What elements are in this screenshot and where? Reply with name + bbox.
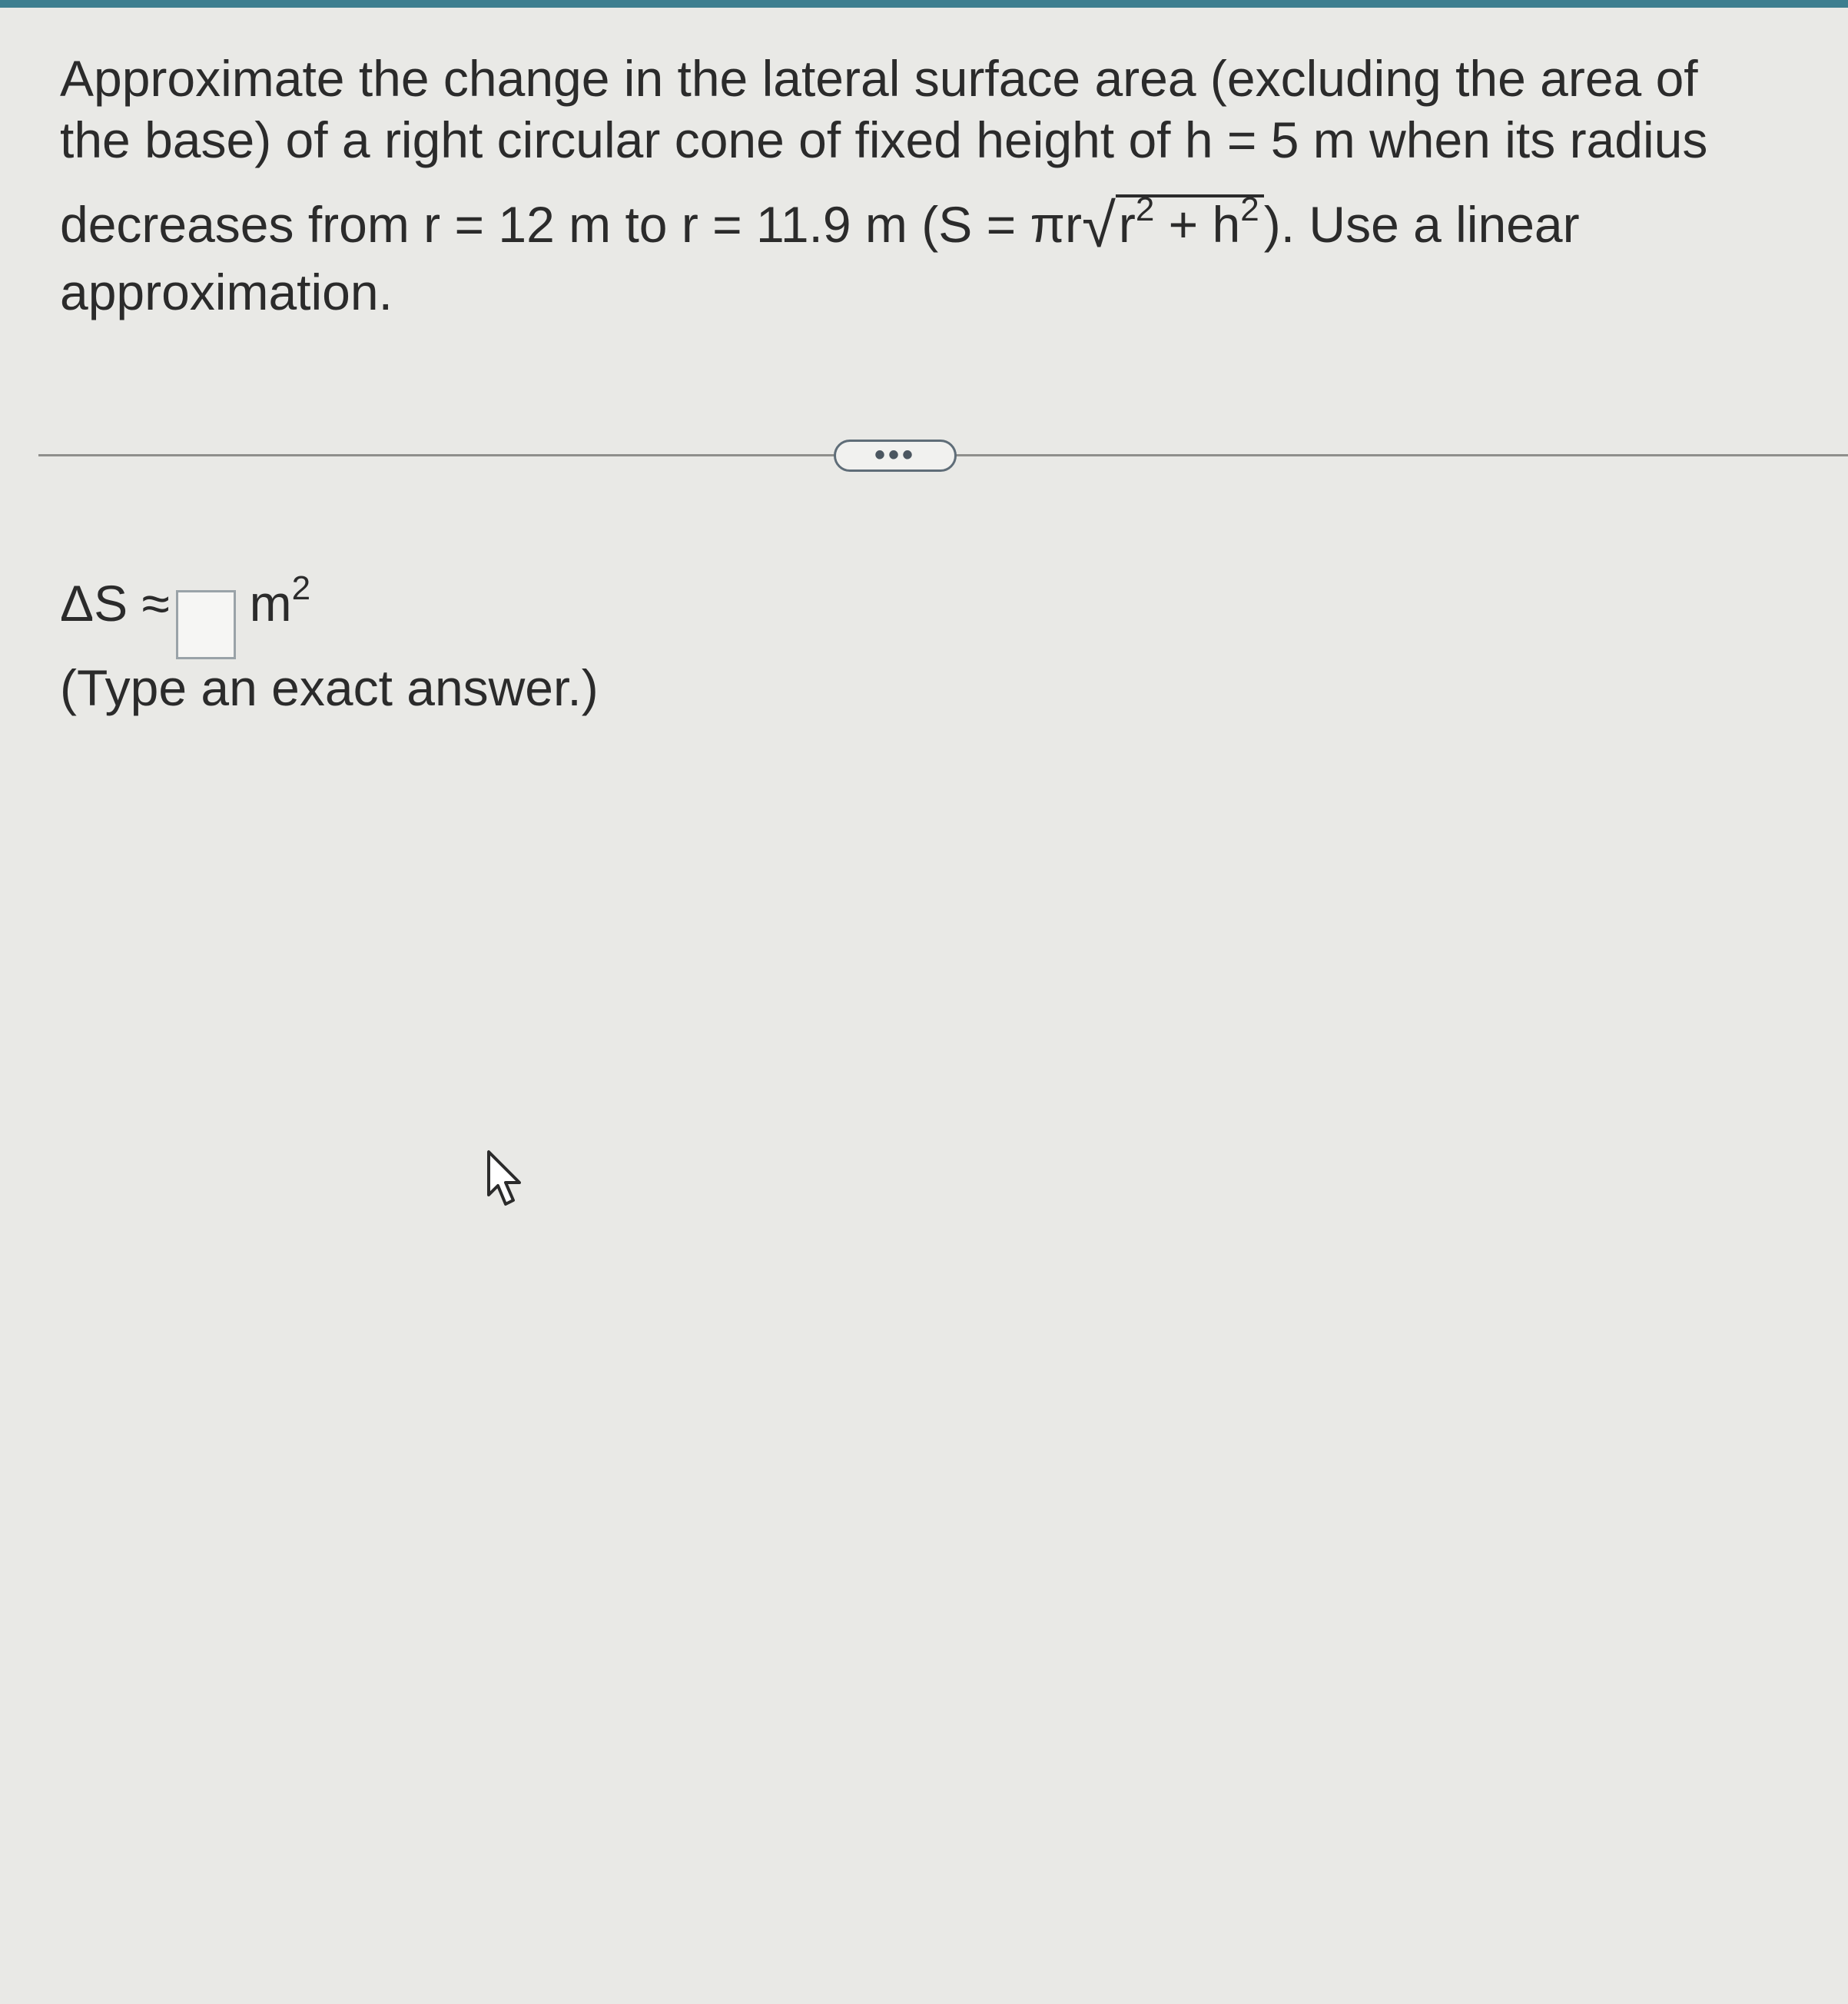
question-line-3 [60, 191, 1750, 260]
answer-input[interactable] [176, 590, 236, 659]
answer-unit-base: m [249, 575, 292, 632]
top-bar [0, 0, 1848, 8]
answer-prefix: ΔS ≈ [60, 575, 170, 632]
answer-row [60, 569, 311, 659]
question-line-3-suffix: ). Use a linear [1263, 196, 1580, 253]
show-more-button[interactable]: ••• [834, 440, 957, 472]
answer-unit [249, 569, 311, 632]
radicand-plus-h: + h [1154, 196, 1241, 253]
sqrt-sign-icon: √ [1081, 191, 1116, 260]
pointer-hand-icon [483, 1149, 529, 1210]
radicand [1116, 191, 1264, 253]
question-text [60, 48, 1750, 323]
radicand-r: r [1118, 196, 1136, 253]
square-root [1081, 191, 1264, 260]
question-line-4: approximation. [60, 264, 393, 320]
radicand-exponent-1: 2 [1135, 191, 1155, 228]
question-line-2: the base) of a right circular cone of fixed height of h = 5 m when its radius [60, 111, 1708, 168]
question-line-3-prefix: decreases from r = 12 m to r = 11.9 m (S = πr [60, 196, 1082, 253]
radicand-exponent-2: 2 [1240, 191, 1259, 228]
answer-instruction: (Type an exact answer.) [60, 659, 599, 716]
question-line-1: Approximate the change in the lateral surface area (excluding the area of [60, 50, 1698, 107]
answer-unit-exponent: 2 [291, 569, 311, 607]
